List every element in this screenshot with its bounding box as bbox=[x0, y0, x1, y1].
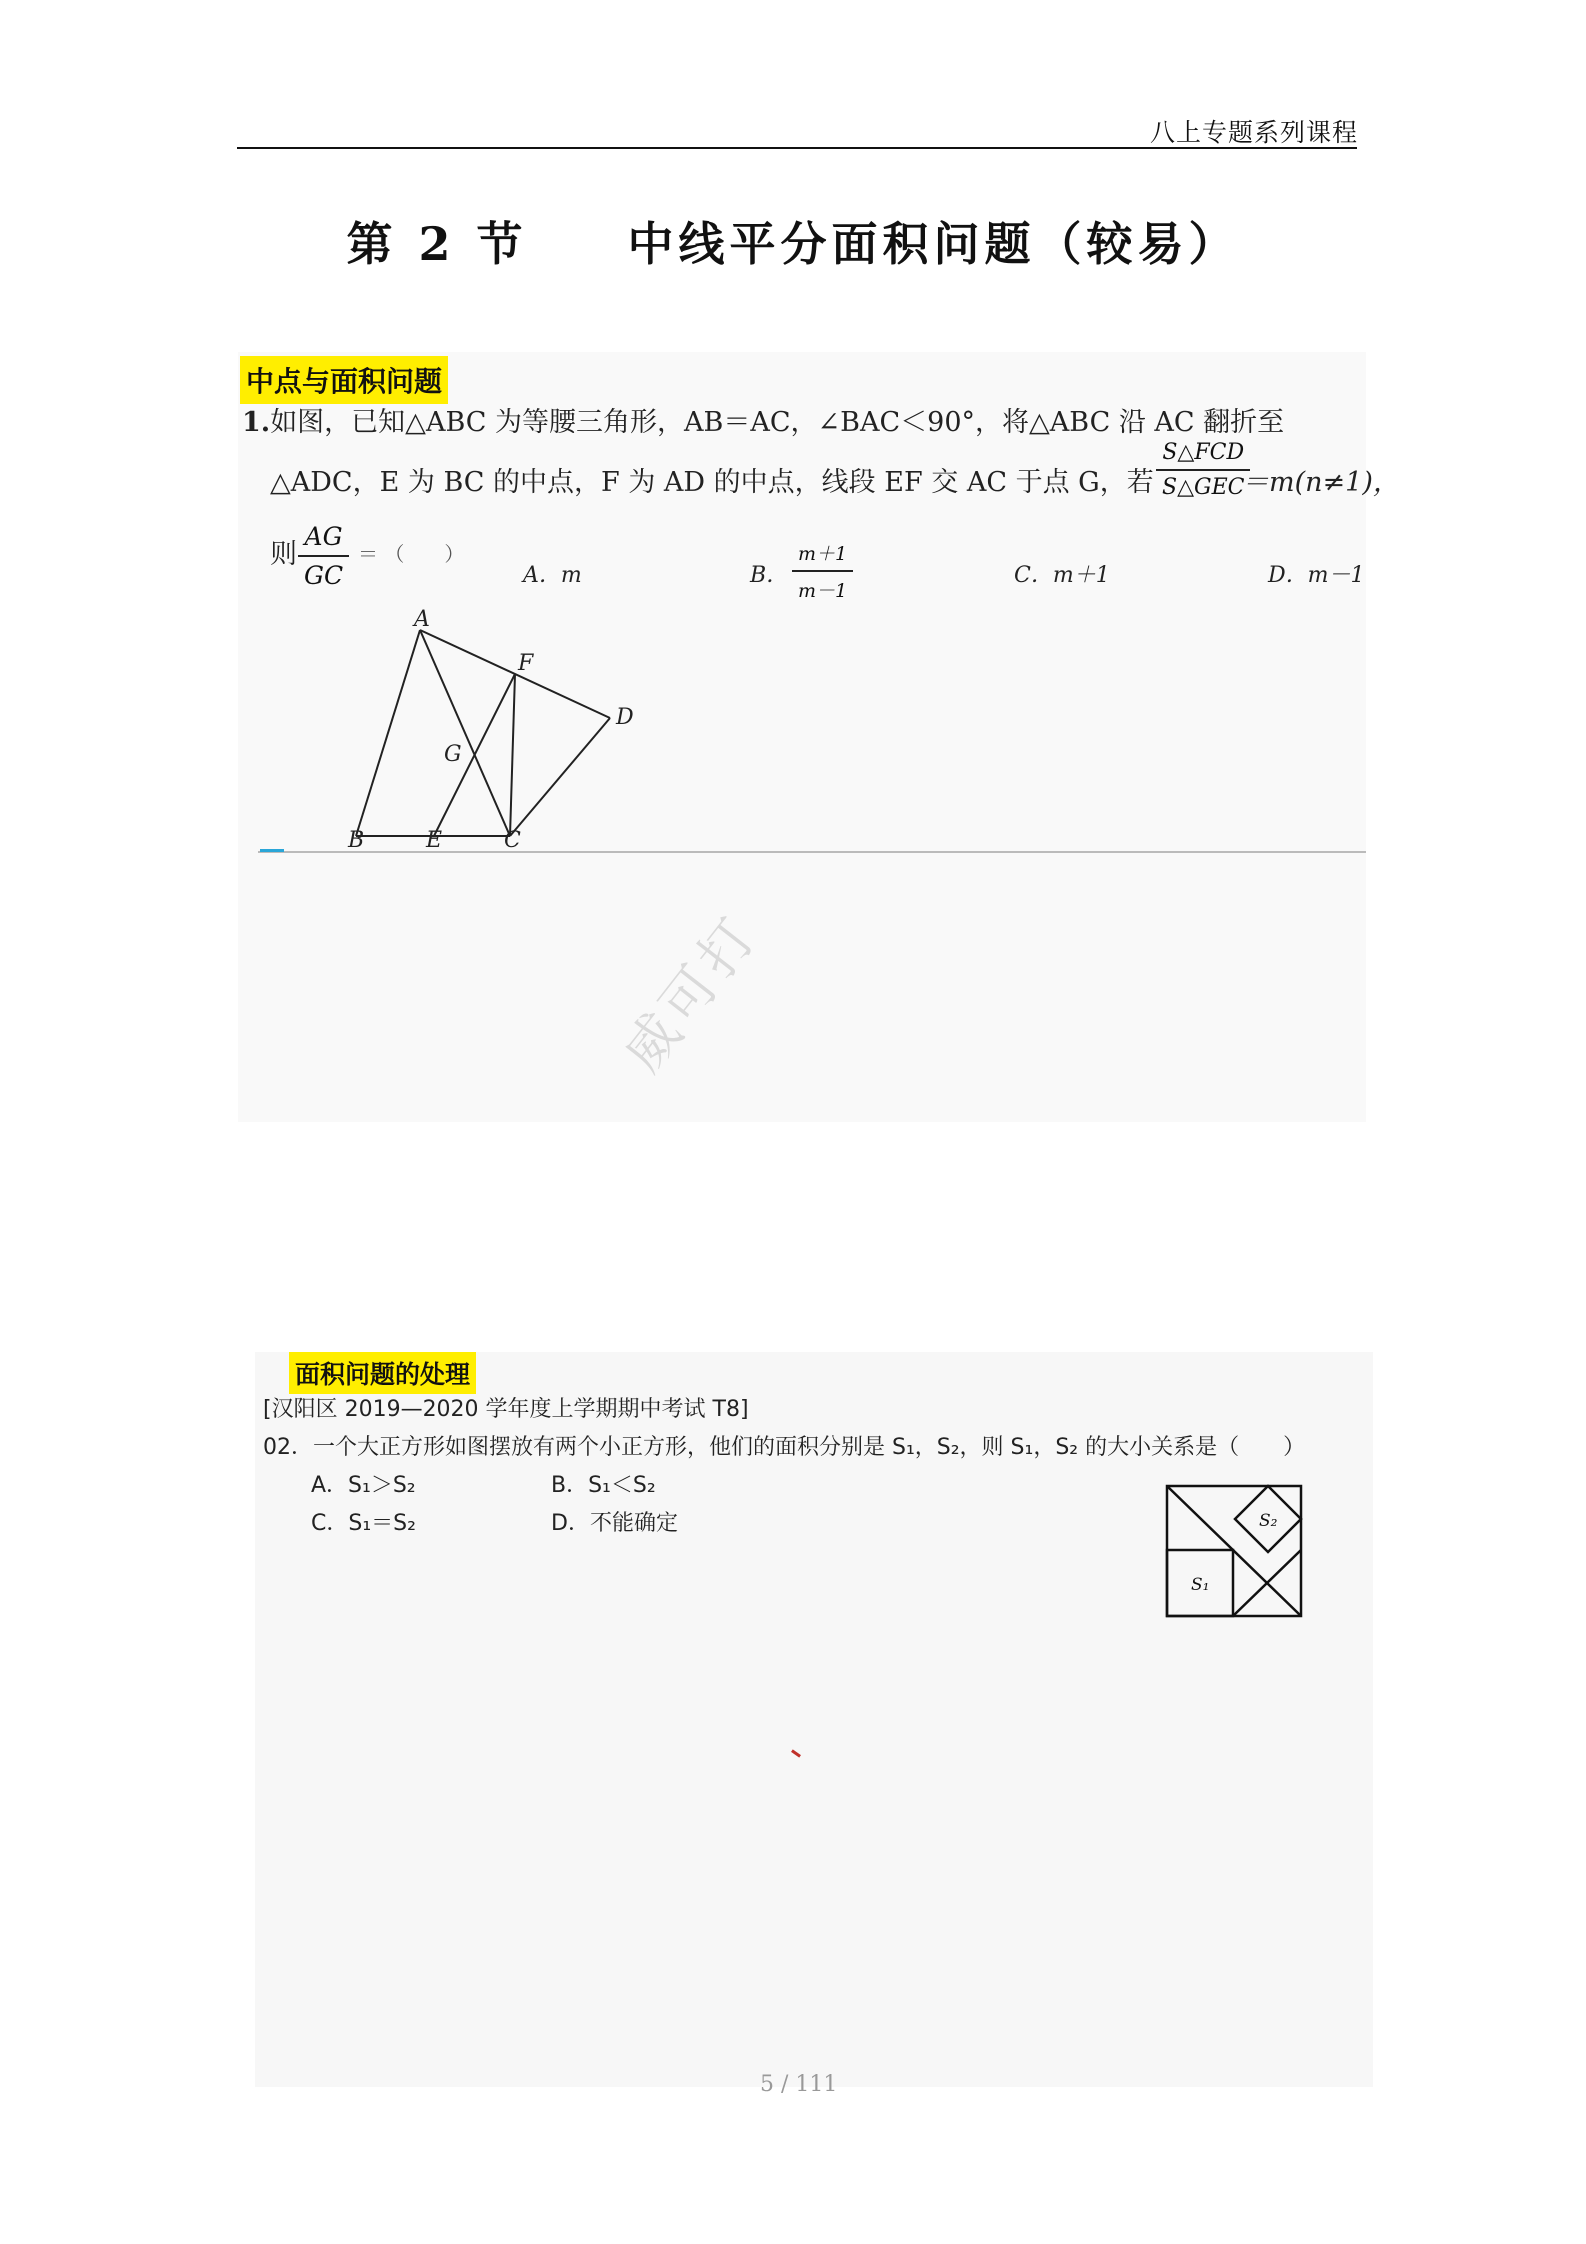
squares-figure bbox=[1165, 1484, 1305, 1620]
problem-1-stem-1: 如图，已知△ABC 为等腰三角形，AB＝AC，∠BAC＜90°，将△ABC 沿 AC 翻折至 bbox=[270, 407, 1285, 438]
vertex-label-e: E bbox=[426, 828, 443, 848]
option-2-b: B．S₁＜S₂ bbox=[551, 1473, 656, 1498]
option-2-d: D．不能确定 bbox=[551, 1511, 678, 1536]
ask-suffix: ＝ （ ） bbox=[358, 542, 465, 566]
problem-1-tag: 中点与面积问题 bbox=[240, 356, 448, 404]
area-ratio-numerator: S△FCD bbox=[1162, 440, 1245, 465]
problem-1-line-1 bbox=[242, 400, 1284, 439]
header-divider bbox=[237, 147, 1357, 149]
option-2-c: C．S₁＝S₂ bbox=[311, 1511, 416, 1536]
problem-2-tag: 面积问题的处理 bbox=[289, 1352, 476, 1394]
label-s1: S₁ bbox=[1191, 1575, 1210, 1595]
ask-numerator: AG bbox=[304, 522, 343, 551]
vertex-label-b: B bbox=[348, 828, 365, 848]
option-b-denominator: m－1 bbox=[792, 570, 853, 603]
area-ratio-rhs: ＝m(n≠1)， bbox=[1242, 467, 1400, 498]
problem-1-ask-prefix: 则 bbox=[270, 539, 297, 570]
area-ratio-denominator: S△GEC bbox=[1156, 469, 1250, 500]
section-name: 中线平分面积问题（较易） bbox=[627, 217, 1240, 271]
option-c: C．m＋1 bbox=[1014, 563, 1110, 588]
segment-dc bbox=[510, 718, 610, 836]
section-title bbox=[0, 208, 1586, 274]
problem-2-card bbox=[255, 1352, 1373, 2087]
ask-fraction bbox=[298, 522, 349, 590]
vertex-label-d: D bbox=[616, 705, 634, 730]
section-number: 第 2 节 bbox=[346, 217, 528, 271]
problem-1-divider bbox=[258, 851, 1366, 853]
option-a: A．m bbox=[523, 563, 582, 588]
problem-2-stem: 02．一个大正方形如图摆放有两个小正方形，他们的面积分别是 S₁，S₂，则 S₁，S₂ 的大小关系是（ ） bbox=[263, 1435, 1306, 1460]
area-ratio-fraction bbox=[1156, 440, 1250, 500]
page-number: 5 / 111 bbox=[760, 2072, 838, 2097]
problem-2-source: [汉阳区 2019—2020 学年度上学期期中考试 T8] bbox=[263, 1397, 749, 1422]
problem-1-card bbox=[238, 352, 1400, 1122]
course-series-label: 八上专题系列课程 bbox=[1149, 118, 1358, 147]
problem-1-number: 1. bbox=[242, 407, 271, 438]
vertex-label-c: C bbox=[504, 828, 521, 848]
option-2-a: A．S₁＞S₂ bbox=[311, 1473, 416, 1498]
segment-ac bbox=[420, 630, 510, 836]
label-s2: S₂ bbox=[1259, 1511, 1278, 1531]
problem-1-stem-2: △ADC，E 为 BC 的中点，F 为 AD 的中点，线段 EF 交 AC 于点 G，若 bbox=[270, 467, 1154, 498]
watermark-text: 威可打 bbox=[610, 902, 772, 1084]
blue-mark bbox=[260, 849, 284, 852]
vertex-label-g: G bbox=[444, 742, 462, 767]
segment-fc bbox=[510, 674, 515, 836]
vertex-label-f: F bbox=[518, 651, 534, 676]
vertex-label-a: A bbox=[414, 608, 430, 632]
option-b-label: B． bbox=[750, 563, 789, 588]
option-b-fraction bbox=[792, 539, 853, 603]
triangle-figure bbox=[318, 608, 638, 848]
option-d: D．m－1 bbox=[1268, 563, 1365, 588]
segment-ab bbox=[356, 630, 420, 836]
ask-denominator: GC bbox=[298, 555, 349, 590]
option-b-numerator: m＋1 bbox=[798, 543, 848, 565]
